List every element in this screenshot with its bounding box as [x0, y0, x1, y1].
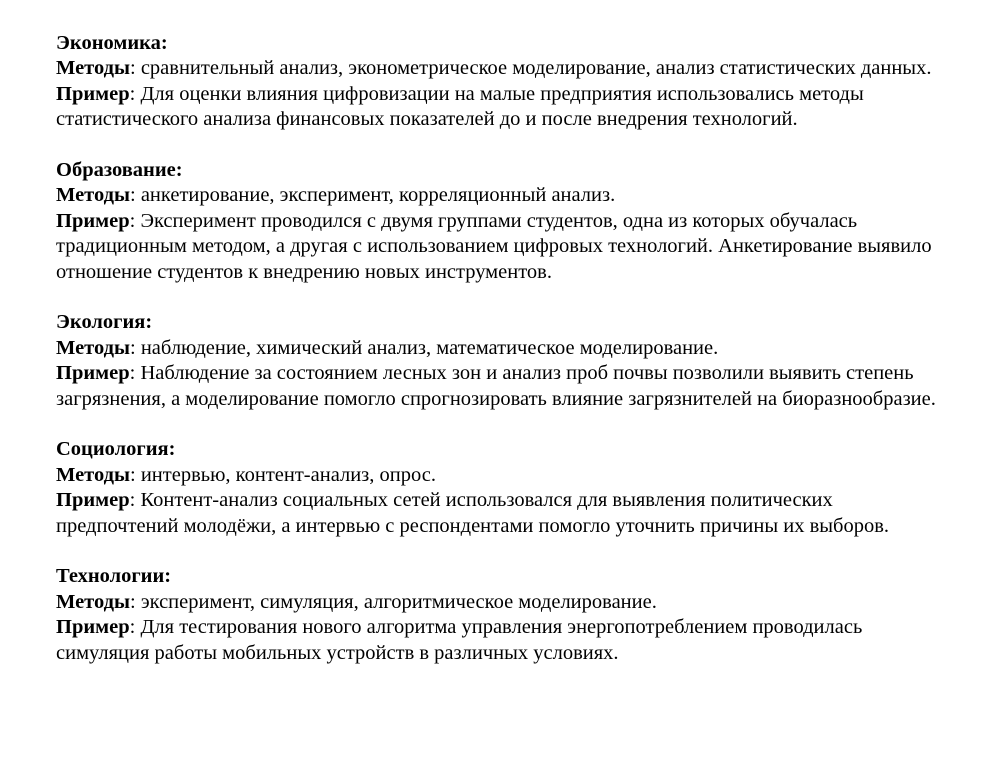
example-label: Пример: [56, 362, 130, 385]
methods-label: Методы: [56, 463, 131, 486]
example-label: Пример: [56, 209, 130, 232]
section-title: Экология:: [56, 311, 153, 334]
methods-text: : сравнительный анализ, эконометрическое моделирование, анализ статистических данных.: [130, 57, 932, 80]
methods-label: Методы: [56, 336, 131, 359]
example-text: : Контент-анализ социальных сетей использовался для выявления политических предпочтений молодёжи, а интервью с респондентами помогло уточнить причины их выборов.: [56, 489, 890, 537]
example-line: [56, 615, 946, 666]
methods-text: : наблюдение, химический анализ, математическое моделирование.: [130, 336, 719, 359]
section-title: Социология:: [56, 438, 176, 461]
section-sociology: [56, 437, 946, 539]
section-technologies: [56, 564, 946, 666]
example-text: : Для тестирования нового алгоритма управления энергопотреблением проводилась симуляция работы мобильных устройств в различных условиях.: [56, 616, 863, 664]
section-title: Экономика:: [56, 32, 168, 54]
methods-line: [56, 183, 946, 208]
example-text: : Наблюдение за состоянием лесных зон и анализ проб почвы позволили выявить степень загрязнения, а моделирование помогло спрогнозировать влияние загрязнителей на биоразнообразие.: [56, 362, 936, 410]
example-text: : Эксперимент проводился с двумя группами студентов, одна из которых обучалась традиционным методом, а другая с использованием цифровых технологий. Анкетирование выявило отношение студентов к внедрению новых инструментов.: [56, 209, 932, 283]
methods-line: [56, 56, 946, 81]
example-line: [56, 361, 946, 412]
section-economics: [56, 31, 946, 133]
example-label: Пример: [56, 489, 130, 512]
methods-line: [56, 463, 946, 488]
methods-label: Методы: [56, 184, 131, 207]
example-label: Пример: [56, 616, 130, 639]
section-title: Образование:: [56, 159, 183, 182]
section-education: [56, 158, 946, 285]
document-body: [56, 31, 946, 666]
methods-text: : анкетирование, эксперимент, корреляционный анализ.: [130, 184, 616, 207]
example-text: : Для оценки влияния цифровизации на малые предприятия использовались методы статистического анализа финансовых показателей до и после внедрения технологий.: [56, 82, 864, 131]
methods-line: [56, 336, 946, 361]
methods-label: Методы: [56, 590, 131, 613]
section-title: Технологии:: [56, 565, 172, 588]
methods-text: : эксперимент, симуляция, алгоритмическое моделирование.: [130, 590, 657, 613]
methods-line: [56, 590, 946, 615]
methods-text: : интервью, контент-анализ, опрос.: [130, 463, 436, 486]
example-line: [56, 82, 946, 133]
example-line: [56, 488, 946, 539]
example-label: Пример: [56, 82, 130, 105]
section-ecology: [56, 310, 946, 412]
methods-label: Методы: [56, 57, 131, 80]
example-line: [56, 209, 946, 285]
